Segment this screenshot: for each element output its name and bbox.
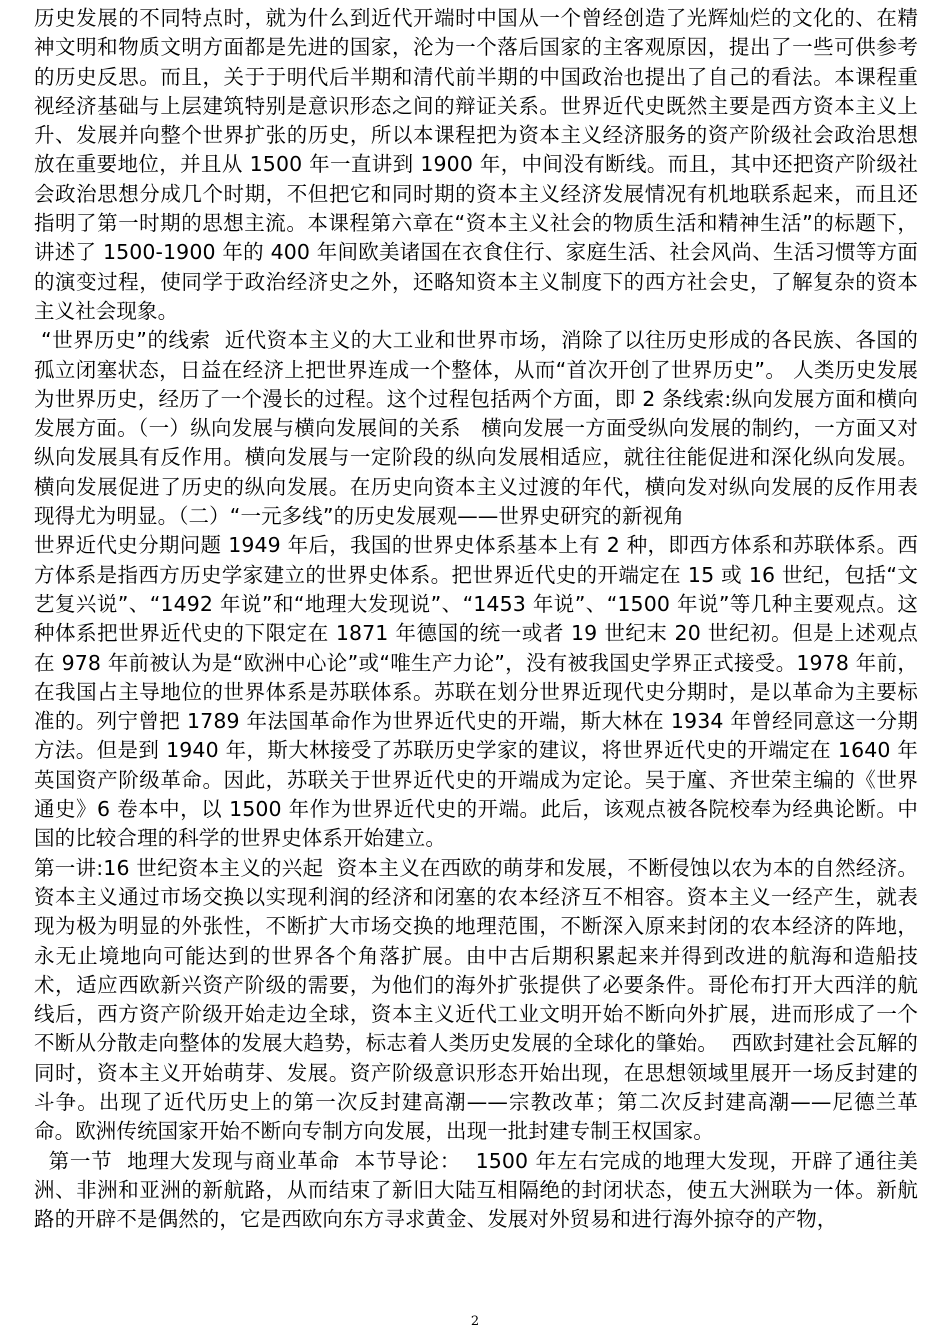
paragraph-section-one: 第一节 地理大发现与商业革命 本节导论： 1500 年左右完成的地理大发现，开辟了通往美洲、非洲和亚洲的新航路，从而结束了新旧大陆互相隔绝的封闭状态，使五大洲联为一体。新航路的开辟不是偶然的，它是西欧向东方寻求黄金、发展对外贸易和进行海外掠夺的产物， [34, 1148, 918, 1232]
paragraph-world-history-threads: “世界历史”的线索 近代资本主义的大工业和世界市场，消除了以往历史形成的各民族、各国的孤立闭塞状态，日益在经济上把世界连成一个整体，从而“首次开创了世界历史”。 人类历史发展为世界历史，经历了一个漫长的过程。这个过程包括两个方面，即 2 条线索:纵向发展方面和横向发展方面。（一）纵向发展与横向发展间的关系 横向发展一方面受纵向发展的制约，一方面又对纵向发展具有反作用。横向发展与一定阶段的纵向发展相适应，就往往能促进和深化纵向发展。横向发展促进了历史的纵向发展。在历史向资本主义过渡的年代，横向发对纵向发展的反作用表现得尤为明显。（二）“一元多线”的历史发展观——世界史研究的新视角 [34, 328, 918, 529]
document-body [34, 4, 918, 1234]
paragraph-lecture-one: 第一讲:16 世纪资本主义的兴起 资本主义在西欧的萌芽和发展，不断侵蚀以农为本的自然经济。资本主义通过市场交换以实现利润的经济和闭塞的农本经济互不相容。资本主义一经产生，就表现为极为明显的外张性，不断扩大市场交换的地理范围，不断深入原来封闭的农本经济的阵地，永无止境地向可能达到的世界各个角落扩展。由中古后期积累起来并得到改进的航海和造船技术，适应西欧新兴资产阶级的需要，为他们的海外扩张提供了必要条件。哥伦布打开大西洋的航线后，西方资产阶级开始走边全球，资本主义近代工业文明开始不断向外扩展，进而形成了一个不断从分散走向整体的发展大趋势，标志着人类历史发展的全球化的肇始。 西欧封建社会瓦解的同时，资本主义开始萌芽、发展。资产阶级意识形态开始出现，在思想领域里展开一场反封建的斗争。出现了近代历史上的第一次反封建高潮——宗教改革；第二次反封建高潮——尼德兰革命。欧洲传统国家开始不断向专制方向发展，出现一批封建专制王权国家。 [34, 855, 918, 1144]
page-number: 2 [470, 1314, 480, 1329]
paragraph-course-overview: 历史发展的不同特点时，就为什么到近代开端时中国从一个曾经创造了光辉灿烂的文化的、在精神文明和物质文明方面都是先进的国家，沦为一个落后国家的主客观原因，提出了一些可供参考的历史反思。而且，关于于明代后半期和清代前半期的中国政治也提出了自己的看法。本课程重视经济基础与上层建筑特别是意识形态之间的辩证关系。世界近代史既然主要是西方资本主义上升、发展并向整个世界扩张的历史，所以本课程把为资本主义经济服务的资产阶级社会政治思想放在重要地位，并且从 1500 年一直讲到 1900 年，中间没有断线。而且，其中还把资产阶级社会政治思想分成几个时期，不但把它和同时期的资本主义经济发展情况有机地联系起来，而且还指明了第一时期的思想主流。本课程第六章在“资本主义社会的物质生活和精神生活”的标题下，讲述了 1500-1900 年的 400 年间欧美诸国在衣食住行、家庭生活、社会风尚、生活习惯等方面的演变过程，使同学于政治经济史之外，还略知资本主义制度下的西方社会史，了解复杂的资本主义社会现象。 [34, 6, 918, 323]
paragraph-periodization: 世界近代史分期问题 1949 年后，我国的世界史体系基本上有 2 种，即西方体系和苏联体系。西方体系是指西方历史学家建立的世界史体系。把世界近代史的开端定在 15 或 16 世纪，包括“文艺复兴说”、“1492 年说”和“地理大发现说”、“1453 年说”、“1500 年说”等几种主要观点。这种体系把世界近代史的下限定在 1871 年德国的统一或者 19 世纪末 20 世纪初。但是上述观点在 978 年前被认为是“欧洲中心论”或“唯生产力论”，没有被我国史学界正式接受。1978 年前，在我国占主导地位的世界体系是苏联体系。苏联在划分世界近现代史分期时，是以革命为主要标准的。列宁曾把 1789 年法国革命作为世界近代史的开端，斯大林在 1934 年曾经同意这一分期方法。但是到 1940 年，斯大林接受了苏联历史学家的建议，将世界近代史的开端定在 1640 年英国资产阶级革命。因此，苏联关于世界近代史的开端成为定论。吴于廑、齐世荣主编的《世界通史》6 卷本中，以 1500 年作为世界近代史的开端。此后，该观点被各院校奉为经典论断。中国的比较合理的科学的世界史体系开始建立。 [34, 533, 918, 851]
